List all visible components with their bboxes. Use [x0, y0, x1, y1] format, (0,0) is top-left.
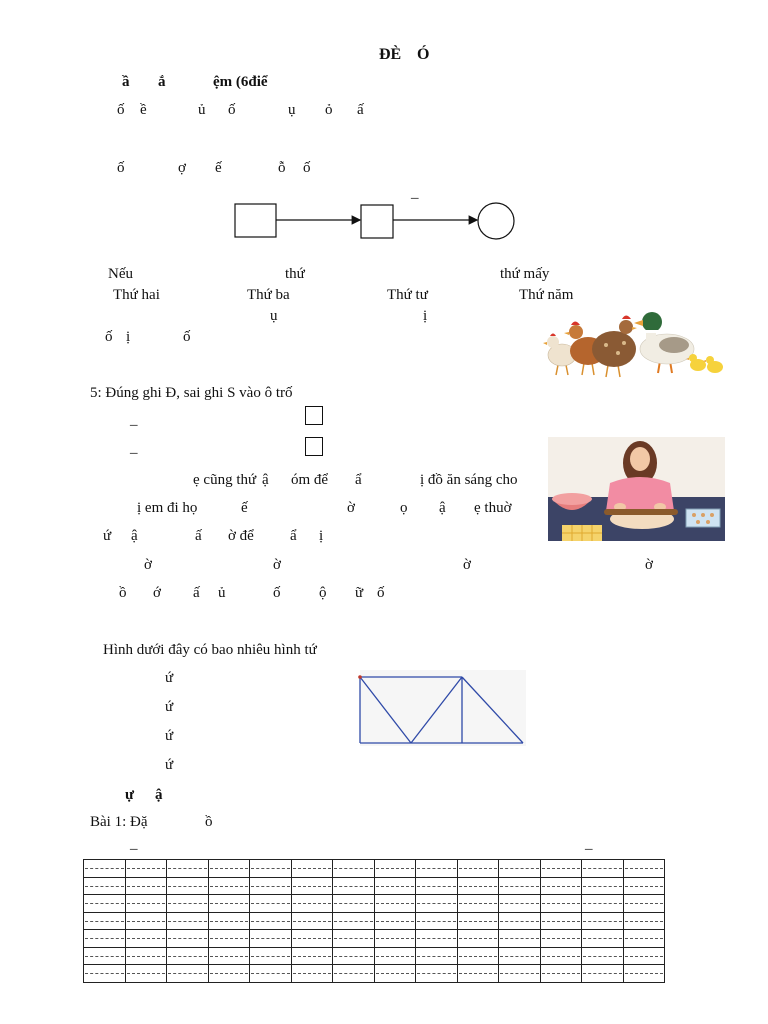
grid-cell [499, 912, 541, 930]
grid-cell [208, 930, 250, 948]
grid-cell [333, 930, 375, 948]
grid-cell [416, 895, 458, 913]
grid-cell [250, 877, 292, 895]
grid-cell [291, 895, 333, 913]
grid-cell [499, 947, 541, 965]
grid-cell [623, 965, 665, 983]
grid-cell [623, 877, 665, 895]
part1-heading-fragment: ầ [122, 74, 130, 90]
day-option: Thứ hai [113, 287, 160, 303]
passage-fragment: ọ [400, 500, 408, 516]
grid-cell [582, 930, 624, 948]
grid-cell [374, 947, 416, 965]
exercise-label: Bài 1: Đặ [90, 814, 148, 830]
part2-heading-fragment: ự [125, 787, 135, 803]
grid-cell [499, 895, 541, 913]
question-text-fragment: ố [117, 102, 125, 118]
grid-cell [333, 912, 375, 930]
grid-cell [84, 930, 126, 948]
grid-cell [540, 860, 582, 878]
passage-fragment: ờ [463, 557, 471, 573]
question-text-fragment: ỏ [325, 102, 333, 118]
statement-marker: _ [130, 412, 138, 428]
grid-cell [499, 930, 541, 948]
grid-cell [499, 877, 541, 895]
grid-cell [84, 912, 126, 930]
passage-fragment: ế [241, 500, 248, 516]
figure-corner-dot [358, 675, 362, 679]
day-question-text: ị [126, 329, 131, 345]
passage-fragment: ủ [218, 585, 226, 601]
grid-cell [457, 947, 499, 965]
grid-cell [250, 912, 292, 930]
passage-fragment: ố [377, 585, 385, 601]
grid-cell [623, 895, 665, 913]
grid-cell [416, 860, 458, 878]
checkered-cloth [562, 525, 602, 541]
grid-cell [582, 912, 624, 930]
grid-cell [208, 895, 250, 913]
grid-cell [84, 895, 126, 913]
passage-fragment: ị em đi họ [137, 500, 198, 516]
speckled-hen [592, 316, 637, 378]
passage-fragment: ố [273, 585, 281, 601]
exercise-mark: _ [585, 836, 593, 852]
question-text-fragment: ố [117, 160, 125, 176]
grid-cell [457, 877, 499, 895]
question-text-fragment: ỗ [278, 160, 286, 176]
shape-answer-option: ứ [165, 699, 174, 715]
grid-cell [291, 965, 333, 983]
grid-cell [416, 965, 458, 983]
grid-cell [457, 860, 499, 878]
passage-fragment: ẩ [355, 472, 362, 488]
grid-cell [291, 930, 333, 948]
statement-marker: _ [130, 440, 138, 456]
passage-fragment: ớ [153, 585, 161, 601]
ducklings [686, 354, 723, 373]
passage-fragment: ờ [144, 557, 152, 573]
grid-cell [333, 860, 375, 878]
grid-cell [208, 860, 250, 878]
grid-cell [416, 877, 458, 895]
grid-cell [167, 965, 209, 983]
grid-cell [167, 860, 209, 878]
day-question-text: ố [105, 329, 113, 345]
exercise-mark: _ [130, 836, 138, 852]
grid-cell [125, 895, 167, 913]
passage-fragment: ẹ cũng thứ [193, 472, 257, 488]
part1-heading-fragment: ệm (6điể [213, 74, 268, 90]
grid-cell [540, 895, 582, 913]
grid-cell [125, 965, 167, 983]
grid-cell [457, 930, 499, 948]
grid-cell [540, 877, 582, 895]
grid-cell [250, 895, 292, 913]
grid-cell [291, 860, 333, 878]
passage-fragment: ẹ thuờ [474, 500, 512, 516]
shape-answer-option: ứ [165, 728, 174, 744]
grid-cell [582, 947, 624, 965]
day-option: Thứ năm [519, 287, 574, 303]
grid-cell [125, 877, 167, 895]
part2-heading-fragment: ậ [155, 787, 163, 803]
grid-cell [374, 965, 416, 983]
passage-fragment: ờ [347, 500, 355, 516]
grid-cell [333, 965, 375, 983]
grid-cell [167, 877, 209, 895]
question-text-fragment: ấ [357, 102, 364, 118]
grid-cell [582, 965, 624, 983]
grid-cell [125, 860, 167, 878]
grid-cell [167, 947, 209, 965]
day-question-text: ố [183, 329, 191, 345]
answer-box [305, 437, 323, 456]
grid-cell [167, 930, 209, 948]
grid-cell [374, 877, 416, 895]
question-text-fragment: ố [303, 160, 311, 176]
passage-fragment: ấ [195, 528, 202, 544]
passage-fragment: ứ [103, 528, 112, 544]
grid-cell [167, 895, 209, 913]
grid-cell [291, 877, 333, 895]
writing-grid [83, 859, 665, 983]
grid-cell [457, 895, 499, 913]
grid-cell [623, 947, 665, 965]
day-question-text: Nếu [108, 266, 133, 282]
shape-question-prompt: Hình dưới đây có bao nhiêu hình tứ [103, 642, 317, 658]
day-question-text: thứ mấy [500, 266, 550, 282]
grid-cell [374, 912, 416, 930]
grid-cell [623, 930, 665, 948]
grid-cell [208, 965, 250, 983]
grid-cell [374, 895, 416, 913]
day-option: Thứ tư [387, 287, 428, 303]
quadrilateral-figure [355, 668, 530, 748]
passage-fragment: ẩ [290, 528, 297, 544]
passage-fragment: ị đồ ăn sáng cho [420, 472, 518, 488]
rolling-pin [604, 509, 678, 515]
grid-cell [84, 965, 126, 983]
diagram-mark: _ [411, 185, 419, 201]
grid-cell [457, 912, 499, 930]
grid-cell [167, 912, 209, 930]
q5-heading: 5: Đúng ghi Đ, sai ghi S vào ô trố [90, 385, 293, 401]
grid-cell [416, 947, 458, 965]
day-option: Thứ ba [247, 287, 290, 303]
baking-tray [686, 509, 720, 527]
baking-illustration [548, 437, 725, 541]
grid-cell [208, 912, 250, 930]
diagram-end-circle [478, 203, 514, 239]
grid-cell [333, 877, 375, 895]
grid-cell [291, 912, 333, 930]
grid-cell [208, 877, 250, 895]
grid-cell [623, 860, 665, 878]
grid-cell [582, 860, 624, 878]
grid-cell [416, 930, 458, 948]
question-text-fragment: ề [140, 102, 147, 118]
grid-cell [416, 912, 458, 930]
grid-cell [125, 912, 167, 930]
grid-cell [84, 877, 126, 895]
passage-fragment: ậ [131, 528, 138, 544]
grid-cell [582, 877, 624, 895]
passage-fragment: ồ [119, 585, 127, 601]
figure-background [360, 670, 526, 746]
grid-row [84, 895, 665, 913]
diagram-middle-box [361, 205, 393, 238]
passage-fragment: óm để [291, 472, 329, 488]
exercise-label-fragment: ồ [205, 814, 213, 830]
grid-cell [208, 947, 250, 965]
passage-fragment: ậ [439, 500, 446, 516]
passage-fragment: ờ [273, 557, 281, 573]
grid-cell [291, 947, 333, 965]
grid-cell [374, 930, 416, 948]
question-text-fragment: ế [215, 160, 222, 176]
grid-row [84, 860, 665, 878]
passage-fragment: ộ [319, 585, 327, 601]
shape-answer-option: ứ [165, 670, 174, 686]
question-text-fragment: ố [228, 102, 236, 118]
grid-cell [333, 895, 375, 913]
grid-cell [250, 860, 292, 878]
passage-fragment: ị [319, 528, 324, 544]
grid-row [84, 930, 665, 948]
passage-fragment: ậ [262, 472, 269, 488]
grid-cell [540, 912, 582, 930]
grid-cell [374, 860, 416, 878]
grid-cell [499, 860, 541, 878]
grid-cell [125, 947, 167, 965]
duck [634, 312, 694, 373]
grid-cell [623, 912, 665, 930]
grid-cell [84, 860, 126, 878]
grid-cell [457, 965, 499, 983]
poultry-illustration [540, 303, 724, 380]
sequence-diagram [230, 198, 522, 244]
passage-fragment: ữ [355, 585, 364, 601]
day-question-text: thứ [285, 266, 305, 282]
day-question-text: ị [423, 308, 428, 324]
question-text-fragment: ủ [198, 102, 206, 118]
day-question-text: ụ [270, 308, 278, 324]
question-text-fragment: ợ [178, 160, 186, 176]
grid-cell [250, 947, 292, 965]
exam-title-fragment: Ó [417, 46, 430, 63]
shape-answer-option: ứ [165, 757, 174, 773]
question-text-fragment: ụ [288, 102, 296, 118]
grid-cell [582, 895, 624, 913]
grid-cell [540, 947, 582, 965]
passage-fragment: ờ để [228, 528, 254, 544]
answer-box [305, 406, 323, 425]
grid-cell [540, 965, 582, 983]
grid-cell [333, 947, 375, 965]
grid-row [84, 947, 665, 965]
passage-fragment: ờ [645, 557, 653, 573]
grid-row [84, 877, 665, 895]
grid-cell [250, 965, 292, 983]
exam-title: ĐÈ [379, 46, 402, 63]
grid-cell [540, 930, 582, 948]
writing-grid-body [84, 860, 665, 983]
grid-row [84, 912, 665, 930]
part1-heading-fragment: ắ [158, 74, 166, 90]
diagram-start-box [235, 204, 276, 237]
grid-cell [499, 965, 541, 983]
grid-cell [250, 930, 292, 948]
grid-cell [125, 930, 167, 948]
grid-cell [84, 947, 126, 965]
passage-fragment: ấ [193, 585, 200, 601]
grid-row [84, 965, 665, 983]
